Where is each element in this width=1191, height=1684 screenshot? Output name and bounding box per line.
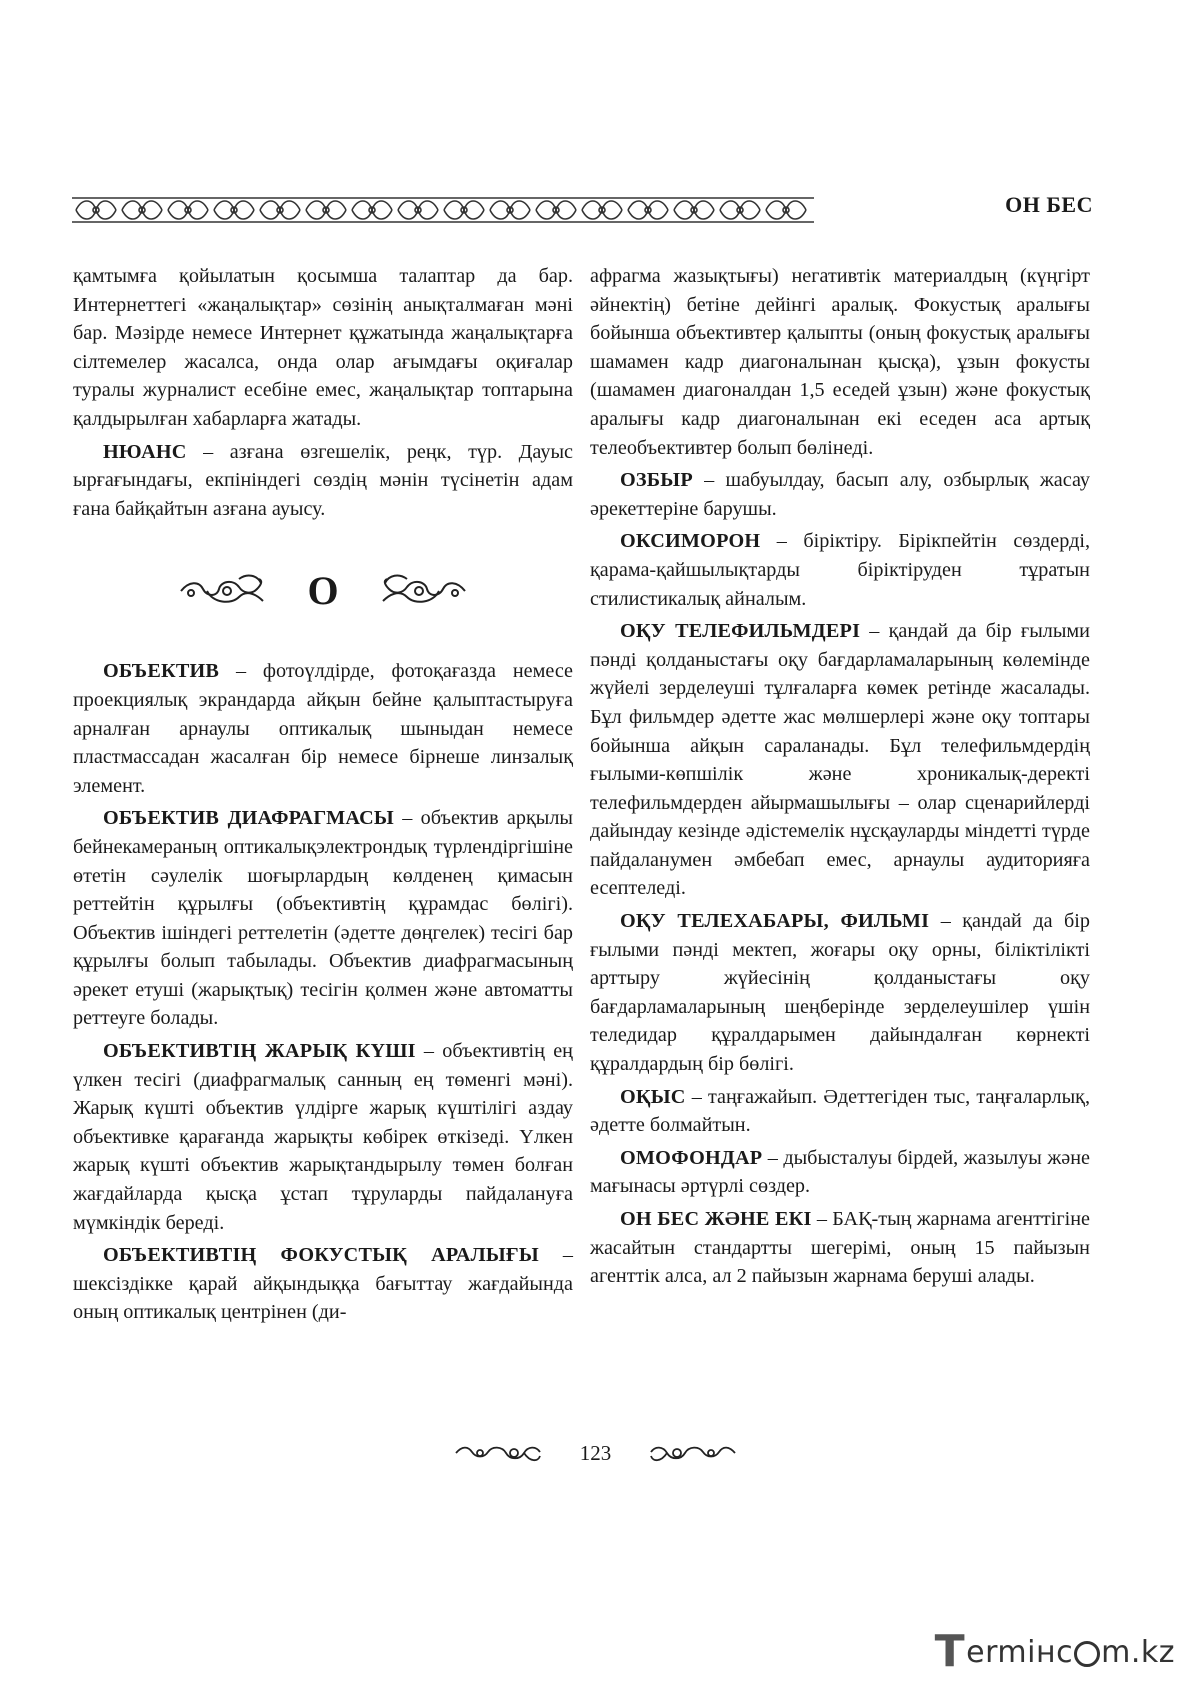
watermark-text-a: ermінс xyxy=(966,1634,1074,1670)
entry-definition: қамтымға қойылатын қосымша талаптар да бар. Интернеттегі «жаңалықтар» сөзінің анықталмаған мәні бар. Мәзірде немесе Интернет құжатында жаңалықтарға сілтемелер жасалса, онда олар ағымдағы оқиғалар туралы журналист есебіне емес, жаңалықтар топтарына қалдырылған хабарларға жатады. xyxy=(73,265,573,430)
entry-term: ОБЪЕКТИВТІҢ ЖАРЫҚ КҮШІ xyxy=(103,1040,416,1063)
left-flourish-icon xyxy=(177,571,267,611)
ornament-knot xyxy=(674,201,714,219)
entry-definition: – фотоүлдірде, фотоқағазда немесе проекциялық экрандарда айқын бейне қалыптастыруға арналған арнаулы оптикалық шыныдан немесе пластмассадан жасалған бір немесе бірнеше линзалық элемент. xyxy=(73,660,573,797)
ornament-knot xyxy=(214,201,254,219)
ornament-knot xyxy=(444,201,484,219)
dictionary-entry xyxy=(73,1241,573,1327)
entry-definition: – азғана өзгешелік, реңк, түр. Дауыс ырғағындағы, екпініндегі сөздің мәнін түсінетін адам ғана байқайтын азғана ауысу. xyxy=(73,440,573,520)
dictionary-entry xyxy=(590,527,1090,613)
dictionary-entry xyxy=(590,466,1090,523)
section-letter: О xyxy=(307,568,339,614)
entry-term: ОҚУ ТЕЛЕХАБАРЫ, ФИЛЬМІ xyxy=(620,910,930,933)
dictionary-entry xyxy=(73,438,573,524)
entry-definition: – біріктіру. Бірікпейтін сөздерді, қарама-қайшылықтарды біріктіруден тұратын стилистикалық айналым. xyxy=(590,530,1090,610)
entry-definition: – дыбысталуы бірдей, жазылуы және мағынасы әртүрлі сөздер. xyxy=(590,1146,1090,1198)
ornament-knot xyxy=(582,201,622,219)
header-ornament-band xyxy=(72,196,814,224)
entry-definition: – объективтің ең үлкен тесігі (диафрагмалық санның ең төменгі мәні). Жарық күшті объектив үлдірге жарық күштілігі аздау объективке қарағанда жарықты көбірек өткізеді. Үлкен жарық күшті объектив жарықтандырылу төмен болған жағдайларда қысқа ұстап тұруларды пайдалануға мүмкіндік береді. xyxy=(73,1040,573,1234)
entry-term: ОМОФОНДАР xyxy=(620,1146,763,1169)
entry-definition: – шабуылдау, басып алу, озбырлық жасау әрекеттеріне барушы. xyxy=(590,469,1090,520)
page-number: 123 xyxy=(579,1440,612,1465)
ornament-knot xyxy=(490,201,530,219)
watermark-o-icon xyxy=(1074,1641,1100,1667)
ornament-knot xyxy=(766,201,806,219)
dictionary-entry xyxy=(590,617,1090,903)
entry-term: ОҚЫС xyxy=(620,1085,686,1108)
entry-definition: афрагма жазықтығы) негативтік материалдың (күңгірт әйнектің) бетіне дейінгі аралық. Фокустық аралығы бойынша объективтер қалыпты (оның фокустық аралығы шамамен кадр диагоналынан қысқа), ұзын фокусты (шамамен диагоналдан 1,5 еседей ұзын) және фокустық аралығы кадр диагоналынан екі еседен аса артық телеобъективтер болып бөлінеді. xyxy=(590,265,1090,459)
entry-definition: – таңғажайып. Әдеттегіден тыс, таңғаларлық, әдетте болмайтын. xyxy=(590,1085,1090,1137)
entry-term: ОҚУ ТЕЛЕФИЛЬМДЕРІ xyxy=(620,620,861,643)
ornament-knot xyxy=(352,201,392,219)
entries-before-letter xyxy=(73,262,573,523)
entries-after-letter xyxy=(73,657,573,1327)
page-footer xyxy=(0,1440,1191,1466)
ornament-knot xyxy=(76,201,116,219)
dictionary-entry xyxy=(73,657,573,800)
ornament-knot xyxy=(398,201,438,219)
dictionary-entry xyxy=(590,1144,1090,1201)
left-column xyxy=(73,262,573,1331)
dictionary-entry xyxy=(73,1037,573,1237)
ornament-knot xyxy=(720,201,760,219)
ornament-knot xyxy=(306,201,346,219)
entry-term: ОКСИМОРОН xyxy=(620,530,761,553)
dictionary-entry xyxy=(73,262,573,434)
watermark-logo xyxy=(934,1626,1175,1677)
dictionary-entry xyxy=(590,1083,1090,1140)
section-letter-heading xyxy=(73,553,573,629)
dictionary-entry xyxy=(73,804,573,1033)
right-column xyxy=(590,262,1090,1295)
entry-definition: – объектив арқылы бейнекамераның оптикалықэлектрондық түрлендіргішіне өтетін сәулелік шоғырлардың көлденең қимасын реттейтін құрылғы (объективтің құрамдас бөлігі). Объектив ішіндегі реттелетін (әдетте дөңгелек) тесігі бар құрылғы болып табылады. Объектив диафрагмасының әрекет етуші (жарықтық) тесігін қолмен және автоматты реттеуге болады. xyxy=(73,807,573,1030)
entry-term: ОН БЕС ЖӘНЕ ЕКІ xyxy=(620,1208,812,1230)
ornament-knot xyxy=(628,201,668,219)
entry-term: НЮАНС xyxy=(103,440,187,463)
entry-definition: – қандай да бір ғылыми пәнді қолданыстағы оқу бағдарламаларының көлемінде жүйелі зерделеуші тұлғаларға көмек ретінде жасалады. Бұл фильмдер әдетте жас мөлшерлері және оқу топтары бойынша айқын сараланады. Бұл телефильмдердің ғылыми-көпшілік және хроникалық-деректі телефильмдерден айырмашылығы – олар сценарийлерді дайындау кезінде әдістемелік нұсқауларды міндетті түрде пайдаланумен әмбебап емес, арнаулы аудиторияға есептеледі. xyxy=(590,620,1090,900)
watermark-initial: T xyxy=(934,1626,966,1677)
footer-right-flourish-icon xyxy=(649,1440,737,1466)
ornament-knot xyxy=(536,201,576,219)
right-flourish-icon xyxy=(379,571,469,611)
footer-left-flourish-icon xyxy=(454,1440,542,1466)
ornament-knot xyxy=(168,201,208,219)
entry-definition: – БАҚ-тың жарнама агенттігіне жасайтын стандартты шегерімі, оның 15 пайызын агенттік алса, ал 2 пайызын жарнама беруші алады. xyxy=(590,1208,1090,1288)
entry-definition: – қандай да бір ғылыми пәнді мектеп, жоғары оқу орны, біліктілікті арттыру жүйесінің қолданыстағы оқу бағдарламаларының шеңберінде зерделеушілер үшін теледидар құралдарымен дайындалған көрнекті құралдардың бір бөлігі. xyxy=(590,910,1090,1076)
dictionary-entry xyxy=(590,262,1090,462)
entry-term: ОБЪЕКТИВТІҢ ФОКУСТЫҚ АРАЛЫҒЫ xyxy=(103,1244,539,1267)
ornament-knot xyxy=(260,201,300,219)
watermark-text-b: m.kz xyxy=(1101,1634,1175,1670)
right-column-entries xyxy=(590,262,1090,1291)
entry-term: ОБЪЕКТИВ ДИАФРАГМАСЫ xyxy=(103,807,394,830)
dictionary-entry xyxy=(590,1205,1090,1291)
entry-term: ОБЪЕКТИВ xyxy=(103,660,220,683)
running-head: ОН БЕС xyxy=(1005,192,1093,217)
entry-term: ОЗБЫР xyxy=(620,469,693,492)
entry-definition: – шексіздікке қарай айқындыққа бағыттау жағдайында оның оптикалық центрінен (ди- xyxy=(73,1244,573,1324)
dictionary-entry xyxy=(590,907,1090,1079)
ornament-knot xyxy=(122,201,162,219)
